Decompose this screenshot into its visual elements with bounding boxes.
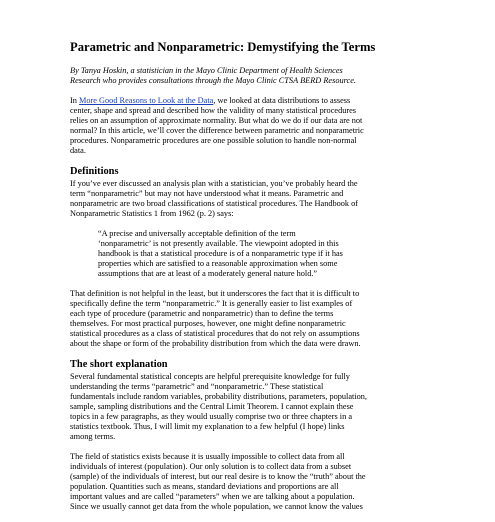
definitions-line: If you’ve ever discussed an analysis plan with a statistician, you’ve probably heard the — [70, 179, 358, 188]
quote-line: assumptions that are at least of a moderately general nature hold.” — [98, 269, 318, 278]
author-byline — [70, 66, 426, 86]
definitions-line: nonparametric are two broad classifications of statistical procedures. The Handbook of — [70, 199, 359, 208]
article-page — [70, 40, 426, 522]
definitions-line: term “nonparametric” but may not have understood what it means. Parametric and — [70, 189, 344, 198]
intro-line: procedures. Nonparametric procedures are one possible solution to handle non-normal — [70, 136, 357, 145]
handbook-quote — [70, 229, 426, 279]
statistics-field-line: The field of statistics exists because it is usually impossible to collect data from all — [70, 452, 345, 461]
quote-line: ‘nonparametric’ is not presently available. The viewpoint adopted in this — [98, 239, 339, 248]
short-explanation-line: statistics textbook. Thus, I will limit my explanation to a few helpful (I hope) links — [70, 422, 345, 431]
statistics-field-line: important values and are called “parameters” when we are talking about a population. — [70, 492, 355, 501]
quote-line: handbook is that a statistical procedure is of a nonparametric type if it has — [98, 249, 343, 258]
definitions-line: Nonparametric Statistics 1 from 1962 (p. 2) says: — [70, 209, 234, 218]
commentary-line: themselves. For most practical purposes, however, one might define nonparametric — [70, 319, 346, 328]
intro-line: data. — [70, 146, 86, 155]
short-explanation-line: understanding the terms “parametric” and “nonparametric.” These statistical — [70, 382, 324, 391]
short-explanation-heading: The short explanation — [70, 359, 168, 370]
statistics-field-line: (sample) of the individuals of interest, but our real desire is to know the “truth” about the — [70, 472, 366, 481]
quote-line: “A precise and universally acceptable definition of the term — [98, 229, 296, 238]
short-explanation-paragraph — [70, 372, 426, 442]
statistics-field-line: population. Quantities such as means, standard deviations and proportions are all — [70, 482, 339, 491]
commentary-line: That definition is not helpful in the least, but it underscores the fact that it is difficult to — [70, 289, 360, 298]
commentary-line: specifically define the term “nonparametric.” It is generally easier to list examples of — [70, 299, 353, 308]
quote-line: properties which are satisfied to a reasonable approximation when some — [98, 259, 338, 268]
statistics-field-line: Since we usually cannot get data from the whole population, we cannot know the values — [70, 502, 363, 511]
intro-line: center, shape and spread and described how the validity of many statistical procedures — [70, 106, 357, 115]
intro-prefix: In — [70, 96, 79, 105]
article-title: Parametric and Nonparametric: Demystifying the Terms — [70, 40, 376, 54]
byline-line: Research who provides consultations through the Mayo Clinic CTSA BERD Resource. — [70, 76, 356, 85]
intro-paragraph — [70, 96, 426, 156]
intro-line: normal? In this article, we’ll cover the difference between parametric and nonparametric — [70, 126, 364, 135]
more-good-reasons-link[interactable]: More Good Reasons to Look at the Data — [79, 96, 214, 105]
short-explanation-line: Several fundamental statistical concepts are helpful prerequisite knowledge for fully — [70, 372, 350, 381]
short-explanation-line: topics in a few paragraphs, as they would usually comprise two or three chapters in a — [70, 412, 353, 421]
commentary-line: statistical procedures as a class of statistical procedures that do not rely on assumptions — [70, 329, 360, 338]
commentary-line: each type of procedure (parametric and nonparametric) than to define the terms — [70, 309, 334, 318]
short-explanation-line: fundamentals include random variables, probability distributions, parameters, population, — [70, 392, 368, 401]
intro-first-line — [70, 96, 426, 106]
definition-commentary-paragraph — [70, 289, 426, 349]
intro-first-line-rest: , we looked at data distributions to assess — [213, 96, 351, 105]
commentary-line: about the shape or form of the probability distribution from which the data were drawn. — [70, 339, 361, 348]
statistics-field-line: individuals of interest (population). Our only solution is to collect data from a subset — [70, 462, 352, 471]
short-explanation-line: sample, sampling distributions and the Central Limit Theorem. I cannot explain these — [70, 402, 354, 411]
statistics-field-paragraph — [70, 452, 426, 512]
short-explanation-line: among terms. — [70, 432, 116, 441]
byline-line: By Tanya Hoskin, a statistician in the Mayo Clinic Department of Health Sciences — [70, 66, 343, 75]
intro-line: relies on an assumption of approximate normality. But what do we do if our data are not — [70, 116, 363, 125]
definitions-paragraph — [70, 179, 426, 219]
definitions-heading: Definitions — [70, 166, 119, 177]
